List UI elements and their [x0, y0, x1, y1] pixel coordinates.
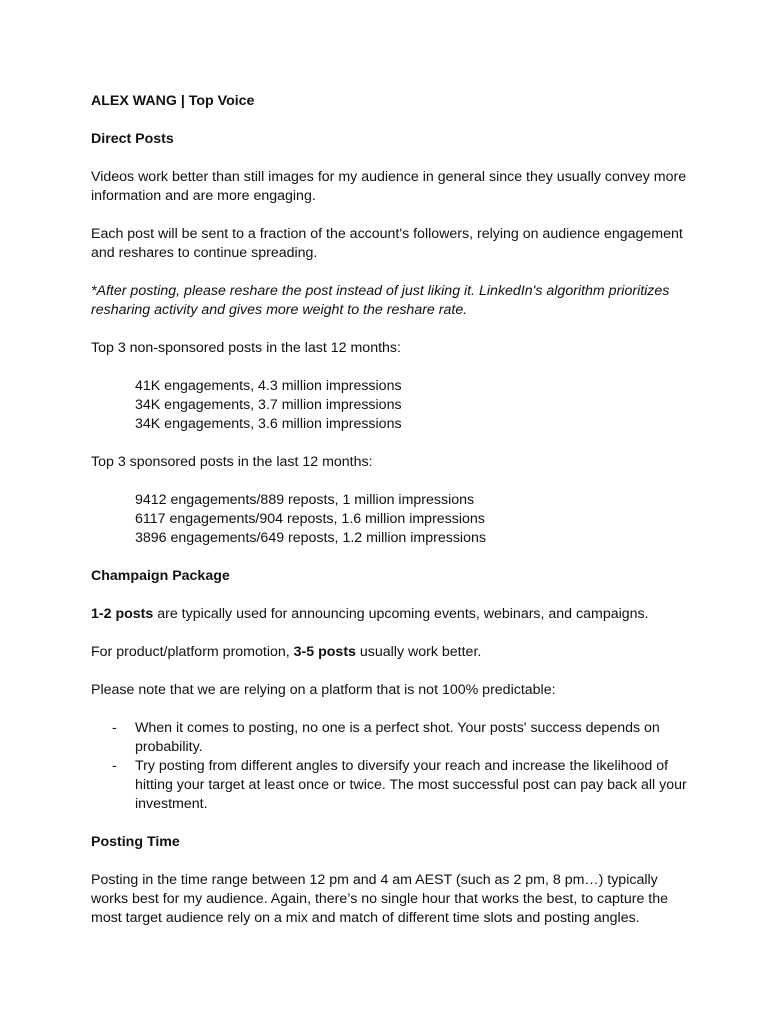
section-heading-campaign-package: Champaign Package [91, 568, 230, 584]
paragraph-reshare-note [91, 282, 691, 320]
section-heading-posting-time: Posting Time [91, 834, 180, 850]
document-title: ALEX WANG | Top Voice [91, 93, 255, 109]
paragraph-three-five-end: usually work better. [355, 644, 482, 660]
sponsored-intro: Top 3 sponsored posts in the last 12 months: [91, 454, 373, 470]
paragraph-videos [91, 168, 691, 206]
nonsponsored-item: 41K engagements, 4.3 million impressions [135, 378, 402, 394]
paragraph-one-two-posts [91, 605, 691, 624]
paragraph-reshare-note-text: *After posting, please reshare the post instead of just liking it. LinkedIn's algorithm prioritizes resharing activity and gives more weight to the reshare rate. [91, 283, 670, 318]
bullet-list [91, 719, 691, 814]
bullet-item [91, 719, 691, 757]
paragraph-videos-text: Videos work better than still images for my audience in general since they usually convey more information and are more engaging. [91, 169, 687, 204]
paragraph-posting-time [91, 871, 691, 928]
paragraph-posting-time-text: Posting in the time range between 12 pm and 4 am AEST (such as 2 pm, 8 pm…) typically works best for my audience. Again, there’s no single hour that works the best, to capture the most target audience rely on a mix and match of different time slots and posting angles. [91, 872, 669, 926]
paragraph-one-two-posts-rest: are typically used for announcing upcoming events, webinars, and campaigns. [153, 606, 649, 622]
nonsponsored-item: 34K engagements, 3.7 million impressions [135, 397, 402, 413]
nonsponsored-item: 34K engagements, 3.6 million impressions [135, 416, 402, 432]
document-page [91, 92, 691, 947]
paragraph-three-five-posts [91, 643, 691, 662]
section-heading-direct-posts: Direct Posts [91, 131, 174, 147]
bullet-item [91, 757, 691, 814]
paragraph-three-five-start: For product/platform promotion, [91, 644, 294, 660]
bullet-dash: - [112, 720, 117, 736]
paragraph-fraction-text: Each post will be sent to a fraction of the account's followers, relying on audience engagement and reshares to continue spreading. [91, 226, 683, 261]
nonsponsored-list [91, 377, 691, 434]
nonsponsored-intro: Top 3 non-sponsored posts in the last 12 months: [91, 340, 401, 356]
sponsored-item: 6117 engagements/904 reposts, 1.6 million impressions [135, 511, 485, 527]
bold-one-two-posts: 1-2 posts [91, 606, 154, 622]
sponsored-item: 9412 engagements/889 reposts, 1 million impressions [135, 492, 475, 508]
bullet-text: Try posting from different angles to diversify your reach and increase the likelihood of hitting your target at least once or twice. The most successful post can pay back all your investment. [135, 758, 687, 812]
sponsored-list [91, 491, 691, 548]
bold-three-five-posts: 3-5 posts [293, 644, 356, 660]
bullet-dash: - [112, 758, 117, 774]
sponsored-item: 3896 engagements/649 reposts, 1.2 million impressions [135, 530, 486, 546]
paragraph-platform-note: Please note that we are relying on a platform that is not 100% predictable: [91, 682, 556, 698]
bullet-text: When it comes to posting, no one is a perfect shot. Your posts' success depends on probability. [135, 720, 660, 755]
paragraph-fraction [91, 225, 691, 263]
